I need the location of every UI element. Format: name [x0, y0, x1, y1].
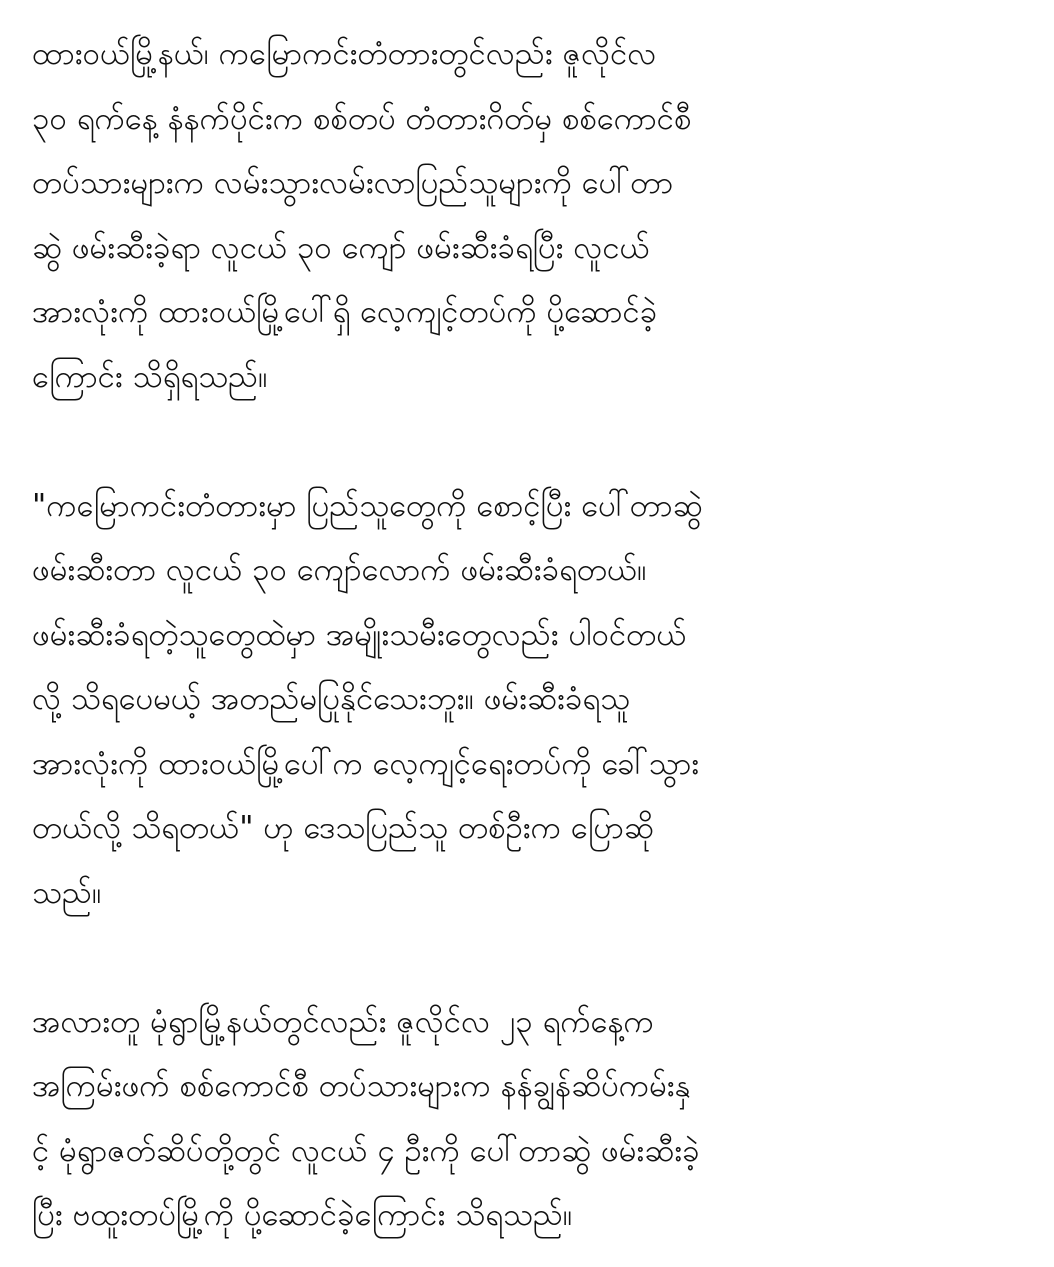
text-line: ဖမ်းဆီးခံရတဲ့သူတွေထဲမှာ အမျိုးသမီးတွေလည်း ပါဝင်တယ်	[32, 616, 687, 653]
text-line: အလားတူ မုံရွာမြို့နယ်တွင်လည်း ဇူလိုင်လ ၂၃ ရက်နေ့က	[32, 1003, 654, 1040]
text-line: ကြောင်း သိရှိရသည်။	[32, 358, 268, 395]
text-line: သည်။	[32, 874, 102, 911]
text-line: "ကမြောကင်းတံတားမှာ ပြည်သူတွေကို စောင့်ပြီး ပေါ်တာဆွဲ	[32, 487, 703, 524]
text-line: တပ်သားများက လမ်းသွားလမ်းလာပြည်သူများကို ပေါ်တာ	[32, 165, 674, 201]
paragraph-2	[32, 474, 1028, 926]
text-line: အကြမ်းဖက် စစ်ကောင်စီ တပ်သားများက နန်ချွန်ဆိပ်ကမ်းနှ	[32, 1068, 691, 1104]
paragraph-3	[32, 990, 1028, 1248]
text-line: အားလုံးကို ထားဝယ်မြို့ပေါ်က လေ့ကျင့်ရေးတပ်ကို ခေါ်သွား	[32, 745, 700, 782]
text-line: ဆွဲ ဖမ်းဆီးခဲ့ရာ လူငယ် ၃၀ ကျော် ဖမ်းဆီးခံရပြီး လူငယ်	[32, 229, 650, 266]
paragraph-spacer	[32, 409, 1028, 474]
text-line: ထားဝယ်မြို့နယ်၊ ကမြောကင်းတံတားတွင်လည်း ဇူလိုင်လ	[32, 36, 657, 72]
text-line: အားလုံးကို ထားဝယ်မြို့ပေါ်ရှိ လေ့ကျင့်တပ်ကို ပို့ဆောင်ခဲ့	[32, 294, 658, 330]
text-line: လို့ သိရပေမယ့် အတည်မပြုနိုင်သေးဘူး။ ဖမ်းဆီးခံရသူ	[32, 681, 631, 717]
text-line: ဖမ်းဆီးတာ လူငယ် ၃၀ ကျော်လောက် ဖမ်းဆီးခံရတယ်။	[32, 552, 647, 588]
text-line: ပြီး ဗထူးတပ်မြို့ကို ပို့ဆောင်ခဲ့ကြောင်း သိရသည်။	[32, 1197, 573, 1233]
text-line: ၃၀ ရက်နေ့ နံနက်ပိုင်းက စစ်တပ် တံတားဂိတ်မှ စစ်ကောင်စီ	[32, 100, 692, 137]
text-line: တယ်လို့ သိရတယ်" ဟု ဒေသပြည်သူ တစ်ဦးက ပြောဆို	[32, 810, 654, 846]
paragraph-1	[32, 22, 1028, 409]
text-line: င့် မုံရွာဇတ်ဆိပ်တို့တွင် လူငယ် ၄ ဦးကို ပေါ်တာဆွဲ ဖမ်းဆီးခဲ့	[32, 1132, 700, 1169]
paragraph-spacer	[32, 925, 1028, 990]
